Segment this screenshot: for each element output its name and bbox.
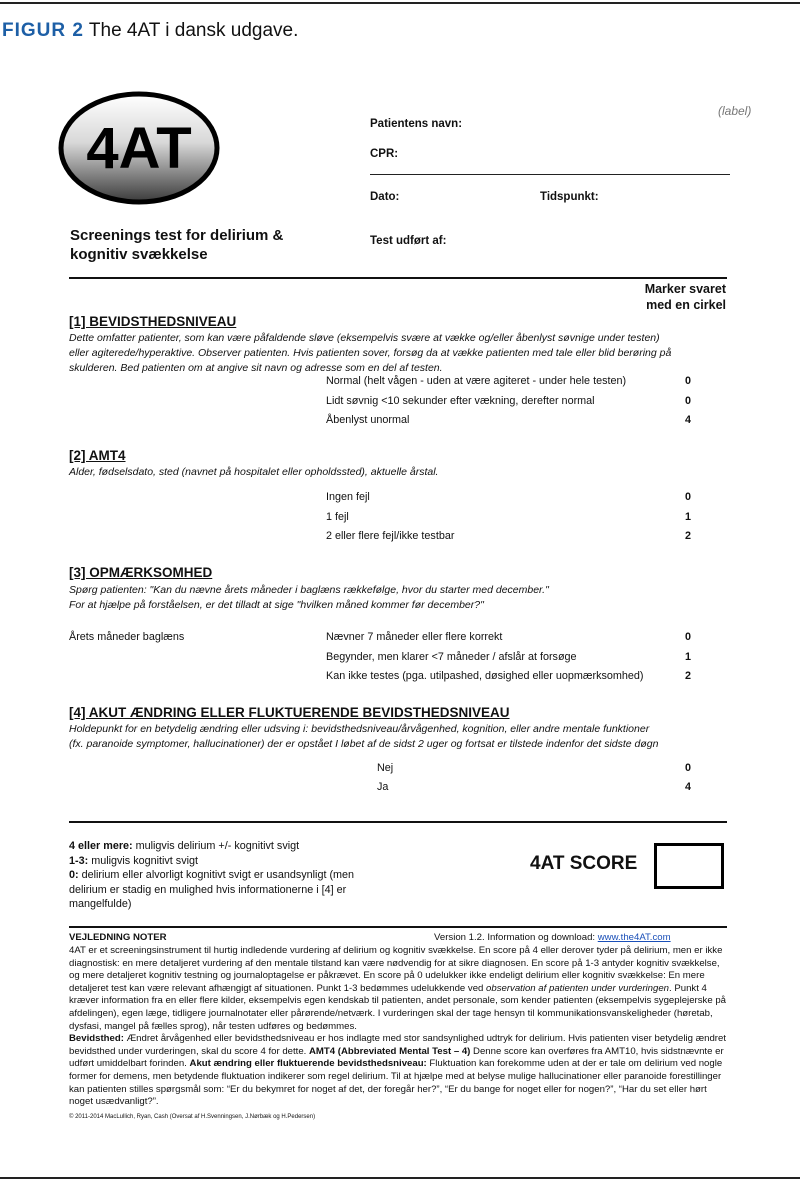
section-4-title: [4] AKUT ÆNDRING ELLER FLUKTUERENDE BEVIDSTHEDSNIVEAU (69, 705, 510, 720)
option-text[interactable]: Ja (377, 781, 389, 793)
notes-heading: VEJLEDNING NOTER (69, 932, 167, 943)
notes-text: Ændret årvågenhed eller bevidsthedsniveau er hos indlagte med stor sandsynlighed udtryk for delirium. Hvis patienten viser betydelig ændret bevidsthed under vurderingen, skal du score 4 for dette. (69, 1033, 726, 1057)
option-score[interactable]: 4 (684, 781, 691, 793)
date-label: Dato: (370, 191, 400, 203)
section-3-row-label: Årets måneder baglæns (69, 631, 185, 643)
score-legend (69, 839, 389, 912)
section-1-description (69, 331, 739, 376)
option-score[interactable]: 0 (684, 491, 691, 503)
option-text[interactable]: Åbenlyst unormal (326, 414, 410, 426)
option-score[interactable]: 1 (684, 651, 691, 663)
desc-line: Holdepunkt for en betydelig ændring eller udsving i: bevidsthedsniveau/årvågenhed, kognition, eller andre mentale funktioner (69, 723, 650, 735)
notes-bold: Bevidsthed: (69, 1033, 124, 1045)
section-4-description (69, 722, 749, 752)
header-rule (69, 277, 727, 279)
subtitle-line: kognitiv svækkelse (70, 246, 208, 263)
version-text: Version 1.2. Information og download: (434, 932, 598, 943)
legend-key: 1-3: (69, 854, 89, 867)
option-text[interactable]: 1 fejl (326, 511, 349, 523)
section-3-title: [3] OPMÆRKSOMHED (69, 565, 213, 580)
desc-line: skulderen. Bed patienten om at angive sit navn og adresse som en del af testen. (69, 362, 443, 374)
notes-text: Denne score kan overføres fra AMT10, hvis sidstnævnte er udført umiddelbart forinden. (69, 1045, 724, 1070)
notes-text: 4AT er et screeningsinstrument til hurtig indledende vurdering af delirium og kognitiv svækkelse. En score på 4 eller derover tyder på delirium, men er ikke diagnostisk: en mere detaljeret vurdering af den mentale tilstand kan være nødvendig for at sikre diagnosen. En score på 1-3 antyder kognitiv svækkelse, og mere detaljeret kognitiv testning og journaloptagelse er påkrævet. En score på 0 udelukker ikke endeligt delirium eller kognitiv svækkelse: En mere detaljeret test kan være relevant afhængigt af situationen. Punkt 1-3 bedømmes udelukkende ved (69, 945, 723, 994)
score-label: 4AT SCORE (530, 853, 638, 874)
version-info (434, 932, 671, 945)
option-score[interactable]: 0 (684, 375, 691, 387)
desc-line: Dette omfatter patienter, som kan være påfaldende sløve (eksempelvis svære at vække og/eller åbenlyst søvnige under testen) (69, 332, 660, 344)
notes-paragraph (69, 945, 729, 1033)
copyright-notice: © 2011-2014 MacLullich, Ryan, Cash (Oversat af H.Svenningsen, J.Nørbæk og H.Pedersen) (69, 1114, 316, 1120)
time-label: Tidspunkt: (540, 191, 599, 203)
notes-bold: Akut ændring eller fluktuerende bevidsthedsniveau: (189, 1058, 427, 1070)
legend-key: 0: (69, 869, 79, 881)
option-text[interactable]: Begynder, men klarer <7 måneder / afslår at forsøge (326, 651, 577, 663)
notes-bold: AMT4 (Abbreviated Mental Test – 4) (309, 1045, 471, 1057)
option-score[interactable]: 4 (684, 414, 691, 426)
option-text[interactable]: Nej (377, 762, 394, 774)
notes-rule (69, 926, 727, 928)
desc-line: For at hjælpe på forståelsen, er det tilladt at sige "hvilken måned kommer før december?" (69, 599, 484, 611)
notes-paragraph (69, 1033, 729, 1109)
option-score[interactable]: 2 (684, 530, 691, 542)
logo-text: 4AT (86, 116, 192, 181)
notes-text: Fluktuation kan forekomme uden at der er tale om delirium ved nogle former for demens, men betydende fluktuation indikerer som regel delirium. Til at hjælpe med at belyse mulige hallucinationer eller paranoide forestillinger kan patienten stilles spørgsmål som: “Er du bekymret for noget af det, der foregår her?”, “Er du bange for noget eller for nogen?”, “Har du set eller hørt noget usædvanligt?”. (69, 1058, 723, 1108)
form-subtitle (70, 226, 283, 264)
bottom-rule (0, 1177, 800, 1179)
option-score[interactable]: 0 (684, 762, 691, 774)
section-2-description (69, 465, 739, 480)
figure-label: FIGUR 2 (2, 20, 84, 41)
top-rule (0, 2, 800, 4)
legend-item (69, 854, 389, 869)
instruction-line: Marker svaret (644, 282, 726, 296)
figure-caption-text: The 4AT i dansk udgave. (88, 20, 299, 41)
performed-by-label: Test udført af: (370, 235, 447, 247)
legend-item (69, 839, 389, 854)
4at-logo (58, 90, 220, 206)
option-text[interactable]: Kan ikke testes (pga. utilpashed, døsighed eller uopmærksomhed) (326, 670, 644, 682)
website-link[interactable]: www.the4AT.com (597, 932, 671, 943)
option-score[interactable]: 1 (684, 511, 691, 523)
label-placeholder: (label) (718, 104, 752, 118)
cpr-label: CPR: (370, 148, 399, 160)
patient-name-label: Patientens navn: (370, 118, 463, 130)
desc-line: Spørg patienten: "Kan du nævne årets måneder i baglæns rækkefølge, hvor du starter med december." (69, 584, 549, 596)
guidance-notes (69, 932, 729, 1109)
circle-instruction (600, 281, 726, 313)
option-text[interactable]: Lidt søvnig <10 sekunder efter vækning, derefter normal (326, 395, 595, 407)
legend-key: 4 eller mere: (69, 840, 133, 852)
section-3-description (69, 583, 739, 613)
figure-caption (2, 20, 298, 42)
legend-text: delirium eller alvorligt kognitivt svigt er usandsynligt (men delirium er stadig en mulighed hvis informationerne i [4] er mangelfulde) (69, 869, 355, 910)
option-text[interactable]: Ingen fejl (326, 491, 370, 503)
desc-line: eller agiterede/hyperaktive. Observer patienten. Hvis patienten sover, forsøg da at vække patienten med tale eller blid berøring på (69, 347, 672, 359)
notes-header (69, 932, 729, 945)
notes-text: . Punkt 4 kræver information fra en eller flere kilder, eksempelvis egen kendskab til patienten, andet personale, som kender patienten (eksempelvis sygeplejerske på afdelingen), egen læge, tidligere journalnotater eller pårørende/netværk. I vurderingen skal der tage hensyn til kommunikationsvanskeligheder (høretab, dysfasi, mangel på fælles sprog), når testen udføres og bedømmes. (69, 982, 726, 1032)
section-2-title: [2] AMT4 (69, 448, 126, 463)
option-text[interactable]: Nævner 7 måneder eller flere korrekt (326, 631, 503, 643)
option-text[interactable]: 2 eller flere fejl/ikke testbar (326, 530, 455, 542)
desc-line: Alder, fødselsdato, sted (navnet på hospitalet eller opholdssted), aktuelle årstal. (69, 466, 439, 478)
instruction-line: med en cirkel (646, 298, 726, 312)
legend-text: muligvis delirium +/- kognitivt svigt (132, 840, 300, 852)
score-section-rule (69, 821, 727, 823)
option-score[interactable]: 2 (684, 670, 691, 682)
option-text[interactable]: Normal (helt vågen - uden at være agiteret - under hele testen) (326, 375, 627, 387)
score-box[interactable] (654, 843, 724, 889)
subtitle-line: Screenings test for delirium & (70, 227, 284, 244)
legend-text: muligvis kognitivt svigt (88, 854, 199, 867)
section-1-title: [1] BEVIDSTHEDSNIVEAU (69, 314, 237, 329)
legend-item (69, 868, 389, 912)
option-score[interactable]: 0 (684, 395, 691, 407)
desc-line: (fx. paranoide symptomer, hallucinationer) der er opstået I løbet af de sidst 2 uger og fortsat er tilstede indenfor det sidste døgn (69, 738, 659, 750)
option-score[interactable]: 0 (684, 631, 691, 643)
field-underline (370, 174, 730, 175)
notes-emphasis: observation af patienten under vurderingen (486, 982, 669, 994)
